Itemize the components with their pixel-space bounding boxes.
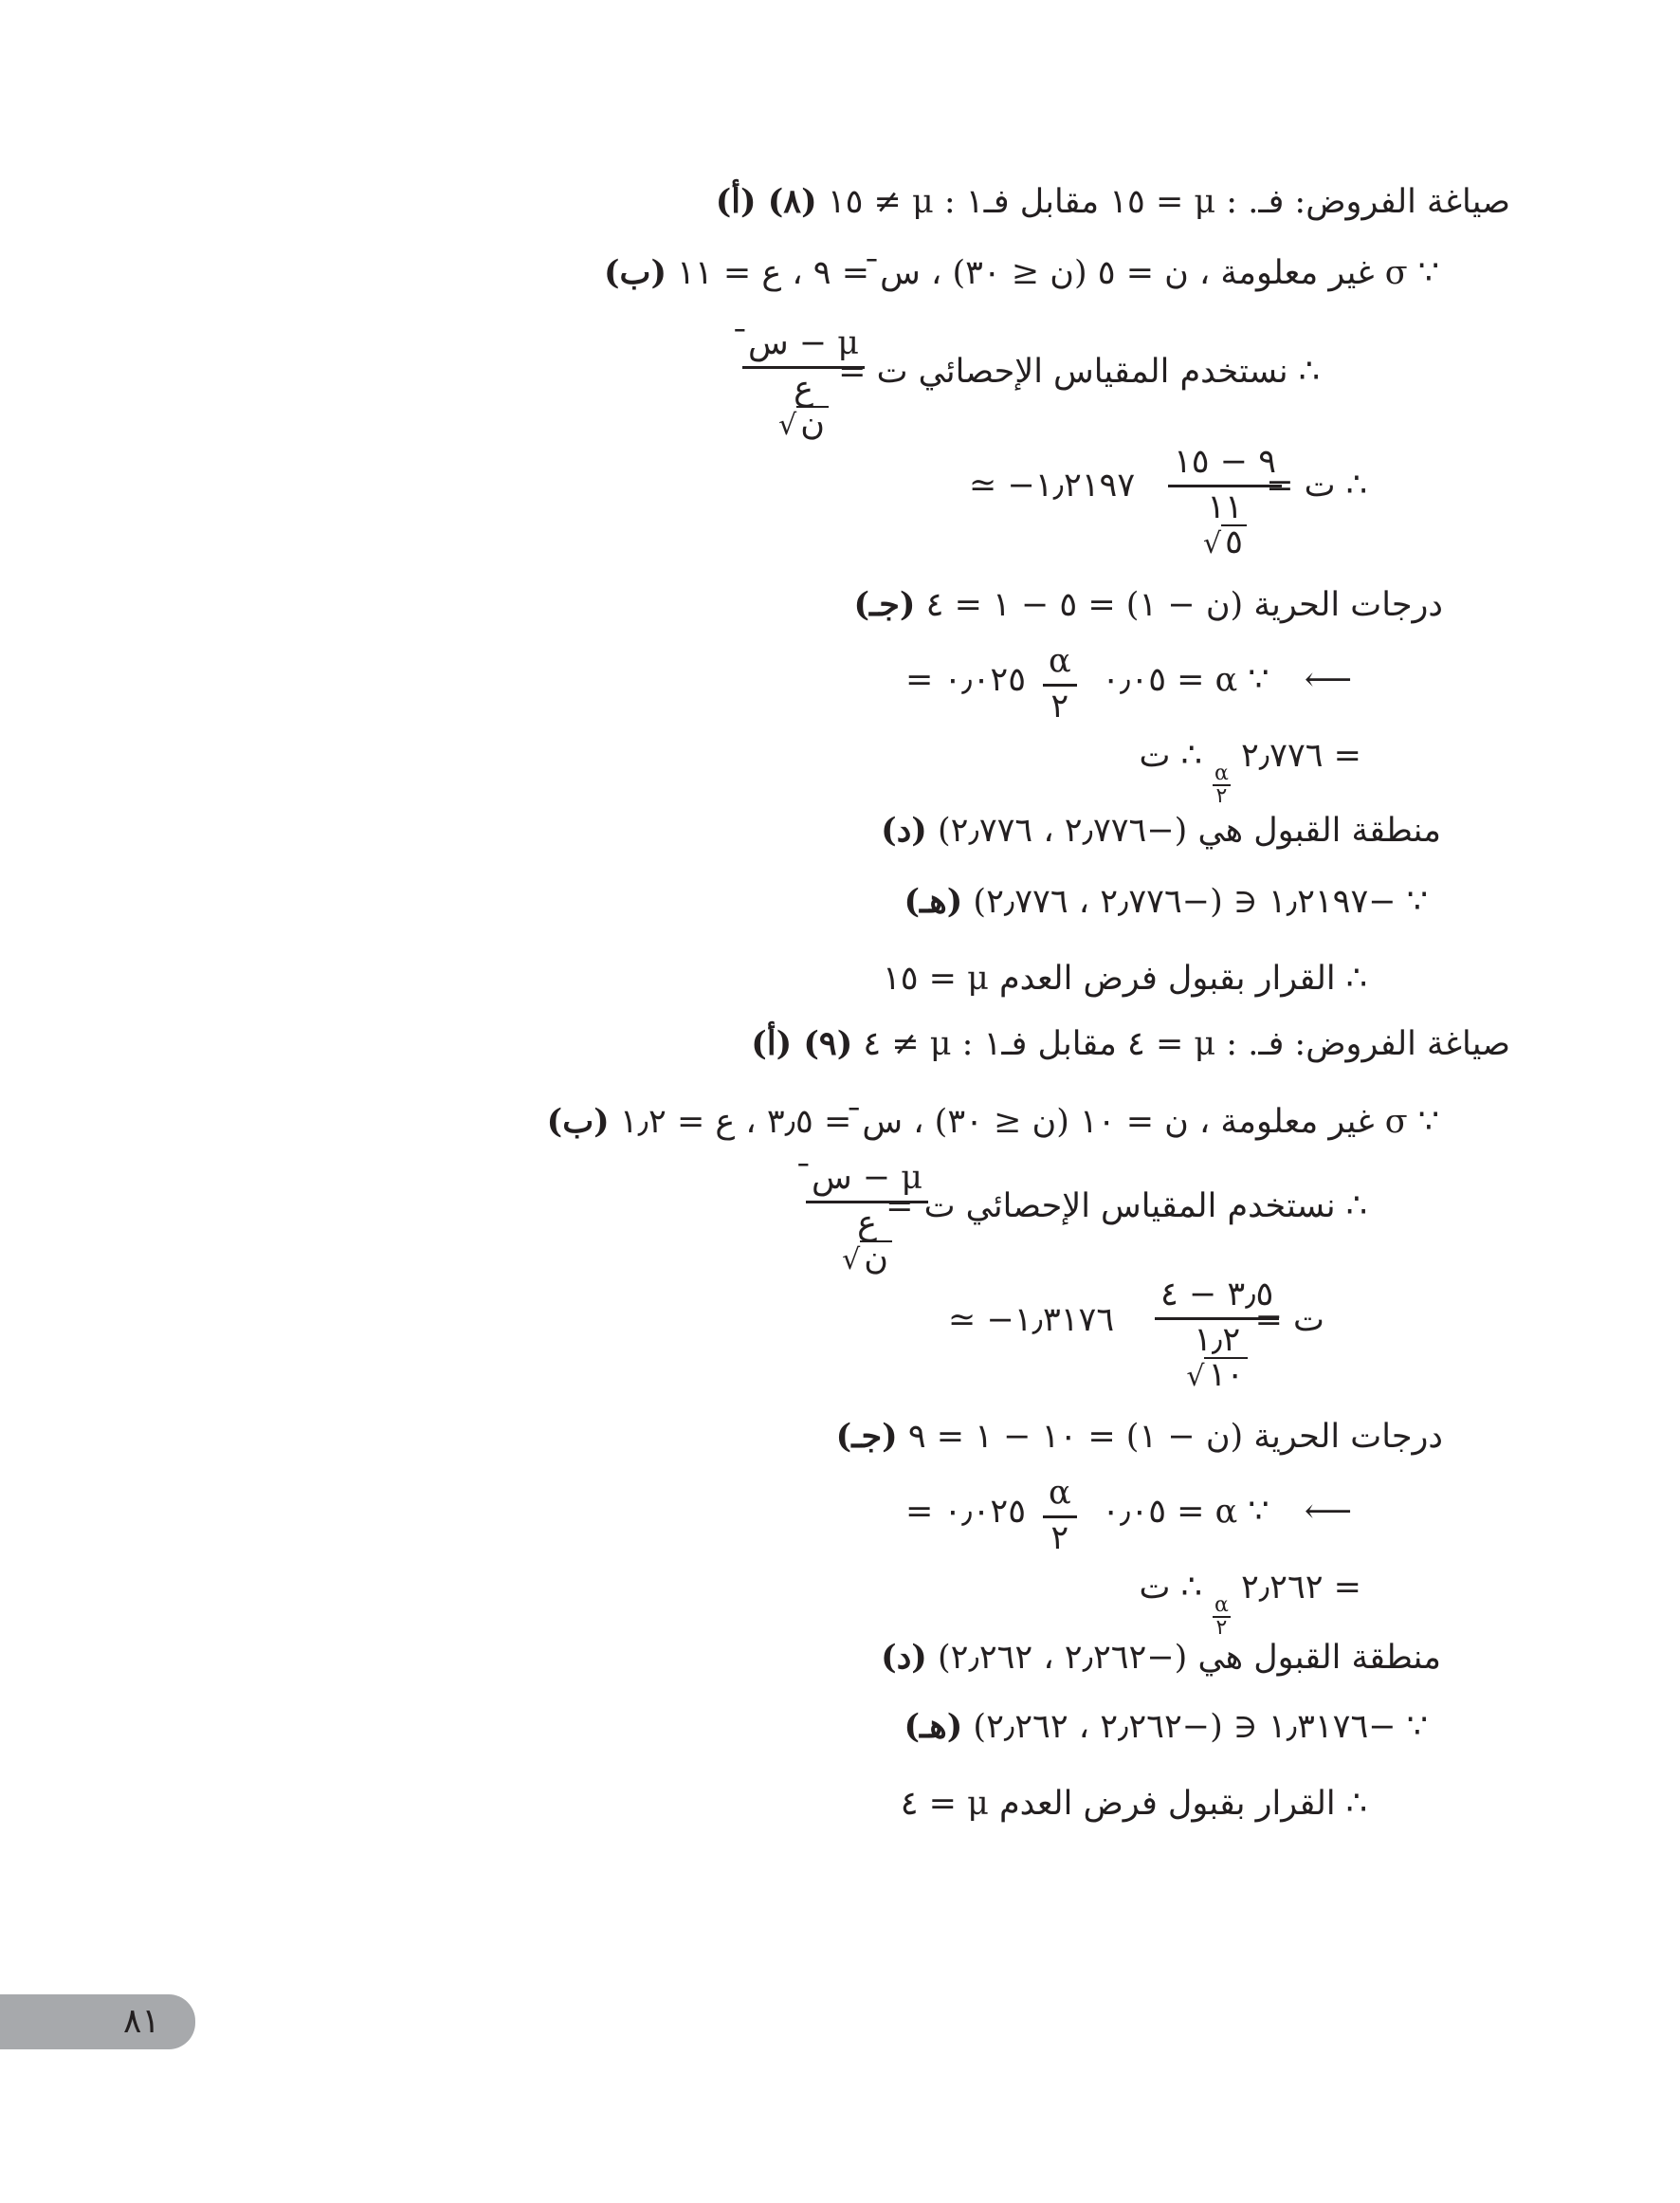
q9-b-text: ∵ σ غير معلومة ، ن = ١٠ (ن ≤ ٣٠) ، س̄ = ٣٫٥ ، ع = ١٫٢ — [619, 1103, 1439, 1141]
sqrt-icon: √ — [842, 1243, 861, 1276]
q9-ttable-subscript — [1213, 1595, 1231, 1639]
q9-line-e — [904, 1707, 1452, 1746]
q8-sub-alpha: α — [1214, 762, 1229, 785]
q9-a-text: صياغة الفروض: فـ. : μ = ٤ مقابل فـ١ : μ ≠ ٤ — [863, 1025, 1510, 1063]
q8-line-d — [881, 811, 1452, 850]
q8-alpha-numerator: α — [1043, 645, 1077, 687]
sqrt-icon: √ — [1186, 1360, 1205, 1393]
q8-e-label: (هـ) — [904, 882, 963, 921]
q9-stat-den-root: ن — [860, 1240, 892, 1276]
q8-b-label: (ب) — [603, 253, 667, 292]
q9-tcalc-den-sd: ١٫٢ — [1194, 1321, 1241, 1359]
sqrt-icon: √ — [778, 409, 797, 442]
q8-tcalc-lead: ∴ ت = — [1266, 467, 1367, 505]
q8-alpha-fraction — [1043, 642, 1077, 725]
q8-c-label: (جـ) — [853, 585, 916, 624]
q8-d-text: منطقة القبول هي (−٢٫٧٧٦ ، ٢٫٧٧٦) — [938, 812, 1441, 850]
q9-alpha-line — [1102, 1493, 1377, 1531]
q8-tcalc-den-root: ٥ — [1221, 524, 1247, 560]
q8-decision — [882, 960, 1367, 998]
q9-tcalc-den-root: ١٠ — [1204, 1357, 1248, 1392]
q9-tcalc-lead: ت = — [1254, 1301, 1324, 1339]
q9-c-label: (جـ) — [835, 1417, 898, 1456]
q8-tcalc-den-sd: ١١ — [1207, 488, 1243, 526]
q9-alpha-value: = ٠٫٠٢٥ — [905, 1493, 1027, 1531]
q8-a-label: (٨) (أ) — [715, 182, 817, 221]
q8-ttable-value: = ٢٫٧٧٦ — [1240, 737, 1361, 775]
q9-ttable-value: = ٢٫٢٦٢ — [1240, 1569, 1361, 1606]
q8-tcalc-numerator: ٩ − ١٥ — [1168, 446, 1282, 487]
q9-alpha-denominator: ٢ — [1050, 1519, 1069, 1557]
q8-line-e — [904, 882, 1452, 921]
q8-stat-den-sd: ع — [794, 370, 813, 408]
q9-tcalc-denominator — [1186, 1320, 1248, 1392]
q8-b-text: ∵ σ غير معلومة ، ن = ٥ (ن ≤ ٣٠) ، س̄ = ٩ ، ع = ١١ — [677, 254, 1439, 292]
arrow-left-icon: ⟵ — [1304, 1493, 1352, 1531]
q9-b-label: (ب) — [546, 1102, 610, 1141]
q8-tcalc-fraction — [1168, 443, 1282, 561]
q9-line-b — [546, 1102, 1452, 1141]
q8-stat-fraction — [742, 324, 865, 443]
q8-ttable-lead: ∴ ت — [1139, 737, 1202, 775]
q8-sub-two: ٢ — [1215, 784, 1228, 808]
q9-ttable-lead: ∴ ت — [1139, 1569, 1202, 1606]
q9-line-d — [881, 1638, 1452, 1677]
q8-tcalc-approx: ≃ −١٫٢١٩٧ — [969, 467, 1136, 505]
q9-sub-alpha: α — [1214, 1593, 1229, 1617]
q8-ttable-subscript — [1213, 763, 1231, 807]
q9-decision — [900, 1785, 1367, 1823]
q8-line-c — [853, 585, 1452, 624]
page-number: ٨١ — [123, 2002, 160, 2041]
q8-c-text: درجات الحرية (ن − ١) = ٥ − ١ = ٤ — [925, 586, 1443, 624]
q9-a-label: (٩) (أ) — [751, 1024, 853, 1063]
q8-tcalc-denominator — [1203, 487, 1247, 560]
q8-e-text: ∵ −١٫٢١٩٧ ∈ (−٢٫٧٧٦ ، ٢٫٧٧٦) — [973, 883, 1428, 921]
q9-stat-fraction — [806, 1159, 928, 1277]
q9-tcalc-fraction — [1155, 1278, 1279, 1392]
q8-line-b — [603, 253, 1452, 292]
q8-alpha-lead: ∵ α = ٠٫٠٥ — [1102, 661, 1269, 699]
q9-alpha-fraction — [1043, 1474, 1077, 1557]
q8-decision-text: ∴ القرار بقبول فرض العدم μ = ١٥ — [882, 960, 1367, 998]
q8-stat-den-root: ن — [796, 406, 829, 441]
q9-stat-den-sd: ع — [857, 1204, 877, 1242]
q9-line-c — [835, 1417, 1452, 1456]
q8-a-text: صياغة الفروض: فـ. : μ = ١٥ مقابل فـ١ : μ ≠ ١٥ — [827, 183, 1510, 221]
q9-decision-text: ∴ القرار بقبول فرض العدم μ = ٤ — [900, 1785, 1367, 1823]
arrow-left-icon: ⟵ — [1304, 661, 1352, 699]
q9-stat-lead: ∴ نستخدم المقياس الإحصائي ت = — [886, 1187, 1367, 1225]
q9-d-label: (د) — [881, 1638, 927, 1677]
q9-e-text: ∵ −١٫٣١٧٦ ∈ (−٢٫٢٦٢ ، ٢٫٢٦٢) — [973, 1708, 1428, 1746]
q8-stat-numerator: س̄ − μ — [742, 327, 865, 369]
q9-stat-line — [886, 1187, 1367, 1225]
page-number-tab — [0, 1994, 195, 2049]
q8-stat-lead: ∴ نستخدم المقياس الإحصائي ت = — [838, 353, 1320, 391]
q9-stat-denominator — [842, 1203, 892, 1276]
sqrt-icon: √ — [1203, 527, 1222, 560]
q8-stat-denominator — [778, 369, 829, 441]
q8-ttable-line — [1139, 737, 1368, 808]
q8-alpha-line — [1102, 661, 1377, 699]
q9-line-a — [751, 1024, 1524, 1063]
q9-d-text: منطقة القبول هي (−٢٫٢٦٢ ، ٢٫٢٦٢) — [938, 1639, 1441, 1677]
q8-line-a — [715, 182, 1524, 221]
q9-sub-two: ٢ — [1215, 1616, 1228, 1640]
q9-tcalc-approx: ≃ −١٫٣١٧٦ — [948, 1301, 1115, 1339]
q9-stat-numerator: س̄ − μ — [806, 1162, 928, 1203]
q9-c-text: درجات الحرية (ن − ١) = ١٠ − ١ = ٩ — [907, 1418, 1443, 1456]
q9-tcalc-numerator: ٣٫٥ − ٤ — [1155, 1278, 1279, 1320]
q9-e-label: (هـ) — [904, 1707, 963, 1746]
q9-alpha-lead: ∵ α = ٠٫٠٥ — [1102, 1493, 1269, 1531]
q8-stat-line — [838, 353, 1320, 391]
q9-ttable-line — [1140, 1571, 1368, 1639]
q8-d-label: (د) — [881, 811, 927, 850]
q8-alpha-denominator: ٢ — [1050, 688, 1069, 725]
q9-alpha-numerator: α — [1043, 1477, 1077, 1518]
q8-alpha-value: = ٠٫٠٢٥ — [905, 661, 1027, 699]
